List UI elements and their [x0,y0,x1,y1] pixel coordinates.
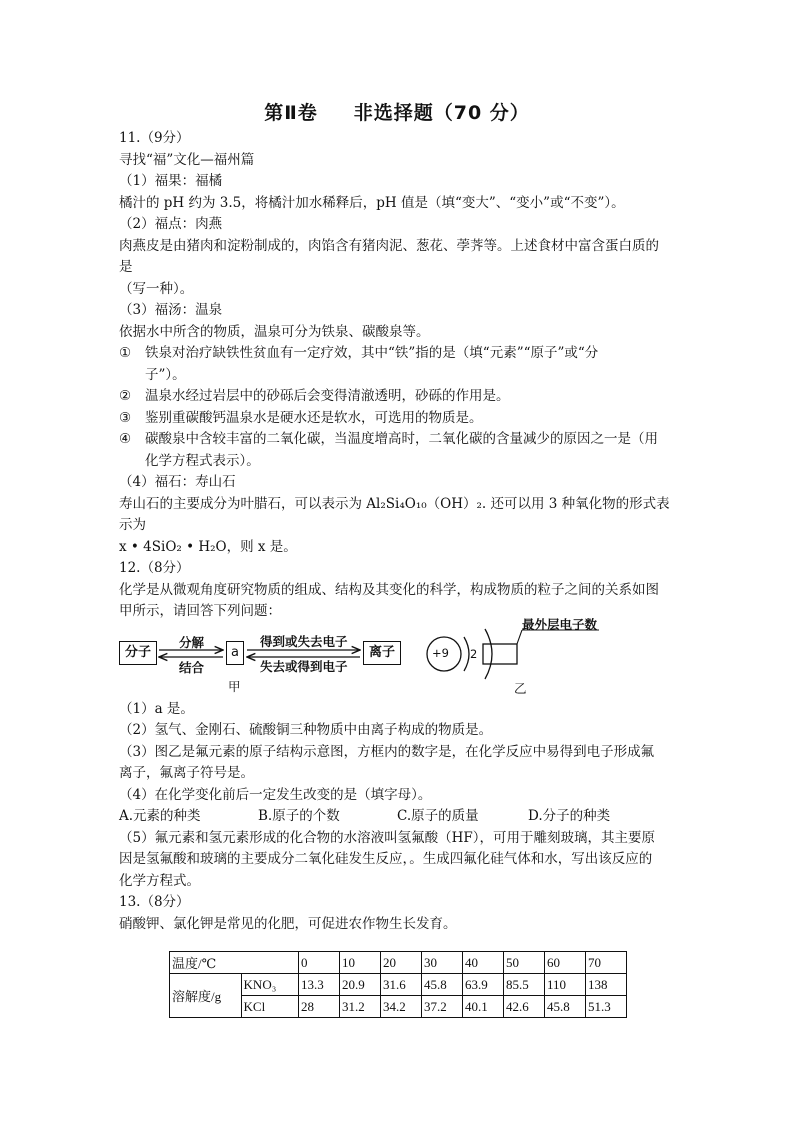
outer-electron-label: 最外层电子数 [522,616,598,632]
q12-choices [119,806,679,828]
exam-content [119,128,679,935]
temp-cell: 70 [586,952,627,974]
q12-q1: （1）a 是。 [119,700,194,717]
q11-s4: （4）福石：寿山石 [119,474,236,490]
item-text: 鉴别重碳酸钙温泉水是硬水还是软水，可选用的物质是。 [145,409,483,426]
q11-s1-text: 橘汁的 pH 约为 3.5，将橘汁加水稀释后，pH 值是（填“变大”、“变小”或“不变”）。 [119,194,625,211]
kno3-cell: 13.3 [299,974,340,996]
kcl-cell: 28 [299,996,340,1018]
q11-s4-text3: x • 4SiO₂ • H₂O，则 x 是。 [119,538,297,555]
q11-item-4 [119,429,679,451]
kno3-cell: 20.9 [340,974,381,996]
kcl-cell: 34.2 [381,996,422,1018]
temp-cell: 0 [299,952,340,974]
choice-d: D.分子的种类 [528,808,611,824]
kcl-cell: 42.6 [504,996,545,1018]
particle-figure [119,616,679,697]
q12-q5b: 因是氢氟酸和玻璃的主要成分二氧化硅发生反应，。生成四氟化硅气体和水，写出该反应的 [119,851,653,867]
kcl-cell: 31.2 [340,996,381,1018]
kcl-cell: 40.1 [463,996,504,1018]
q12-q3b: 离子，氟离子符号是。 [119,765,254,781]
figure-jia-label: 甲 [228,678,241,694]
q12-intro1: 化学是从微观角度研究物质的组成、结构及其变化的科学，构成物质的粒子之间的关系如图 [119,581,659,598]
kno3-cell: 31.6 [381,974,422,996]
q11-item-2 [119,386,679,408]
combine-label: 结合 [179,659,205,675]
ion-box: 离子 [363,641,401,665]
q11-s4-text2: 示为 [119,517,146,533]
q11-item-1 [119,343,679,365]
q11-s2-text2: 是 [119,259,133,275]
kno3-cell: 110 [545,974,586,996]
figure-arrows [119,627,679,697]
kno3-cell: 45.8 [422,974,463,996]
temp-cell: 60 [545,952,586,974]
table-row [170,974,627,996]
kno3-label-cell: KNO₃ [241,974,298,996]
item-text: 温泉水经过岩层中的砂砾后会变得清澈透明，砂砾的作用是。 [145,388,510,404]
solubility-label-cell: 溶解度/g [170,974,242,1018]
temp-cell: 20 [381,952,422,974]
gain-lose-label: 得到或失去电子 [260,633,348,649]
section-part: 第Ⅱ卷 [264,102,318,124]
q13-intro: 硝酸钾、氯化钾是常见的化肥，可促进农作物生长发育。 [119,915,457,932]
q11-s1: （1）福果：福橘 [119,173,223,189]
item-text: 铁泉对治疗缺铁性贫血有一定疗效，其中“铁”指的是（填“元素”“原子”或“分 [145,345,599,361]
electron-shell-2 [485,629,492,679]
a-box: a [226,641,244,665]
item-number: ④ [119,431,132,447]
q12-q5c: 化学方程式。 [119,872,200,889]
lose-gain-label: 失去或得到电子 [260,658,348,674]
q12-q3a: （3）图乙是氟元素的原子结构示意图，方框内的数字是，在化学反应中易得到电子形成氟 [119,743,655,760]
q11-item-1-cont: 子”）。 [145,366,186,383]
shell1-count: 2 [470,646,478,661]
kcl-cell: 45.8 [545,996,586,1018]
figure-yi-label: 乙 [514,680,527,696]
section-name: 非选择题（70 分） [353,102,530,124]
molecule-box: 分子 [119,641,157,665]
q11-s2: （2）福点：肉燕 [119,216,223,232]
choice-b: B.原子的个数 [258,808,340,824]
decompose-label: 分解 [179,634,205,650]
q11-s3-text: 依据水中所含的物质，温泉可分为铁泉、碳酸泉等。 [119,323,430,340]
item-number: ① [119,345,132,361]
nucleus-charge: +9 [432,645,449,660]
kno3-cell: 85.5 [504,974,545,996]
kcl-label-cell: KCl [241,996,298,1018]
q11-s2-text3: （写一种）。 [119,280,194,297]
temp-cell: 50 [504,952,545,974]
kcl-cell: 37.2 [422,996,463,1018]
outer-electron-box [483,644,517,664]
kno3-cell: 63.9 [463,974,504,996]
table-row [170,952,627,974]
q12-q5a: （5）氟元素和氢元素形成的化合物的水溶液叫氢氟酸（HF），可用于雕刻玻璃，其主要原 [119,829,655,846]
temp-cell: 30 [422,952,463,974]
choice-c: C.原子的质量 [397,808,479,824]
q13-header: 13.（8分） [119,894,190,910]
q11-item-3 [119,408,679,430]
item-number: ② [119,388,132,404]
q12-q2: （2）氢气、金刚石、硫酸铜三种物质中由离子构成的物质是。 [119,722,493,738]
q11-header: 11.（9分） [119,130,190,146]
q12-q4: （4）在化学变化前后一定发生改变的是（填字母）。 [119,786,432,803]
q11-s3: （3）福汤：温泉 [119,302,223,318]
q11-item-4-cont: 化学方程式表示）。 [145,452,260,469]
section-title [0,98,794,125]
electron-shell-1 [464,637,469,671]
q12-intro2: 甲所示，请回答下列问题： [119,603,281,619]
temp-cell: 40 [463,952,504,974]
temp-label-cell: 温度/℃ [170,952,299,974]
q12-header: 12.（8分） [119,560,190,576]
item-text: 碳酸泉中含较丰富的二氧化碳，当温度增高时，二氧化碳的含量减少的原因之一是（用 [145,431,658,447]
kcl-cell: 51.3 [586,996,627,1018]
kno3-cell: 138 [586,974,627,996]
solubility-table [169,951,627,1018]
q11-s2-text1: 肉燕皮是由猪肉和淀粉制成的，肉馅含有猪肉泥、葱花、荸荠等。上述食材中富含蛋白质的 [119,237,659,254]
q11-intro: 寻找“福”文化—福州篇 [119,151,255,168]
temp-cell: 10 [340,952,381,974]
q11-s4-text1: 寿山石的主要成分为叶腊石，可以表示为 Al₂Si₄O₁₀（OH）₂. 还可以用 3 种氧化物的形式表 [119,495,670,512]
item-number: ③ [119,409,132,426]
choice-a: A.元素的种类 [119,808,201,824]
